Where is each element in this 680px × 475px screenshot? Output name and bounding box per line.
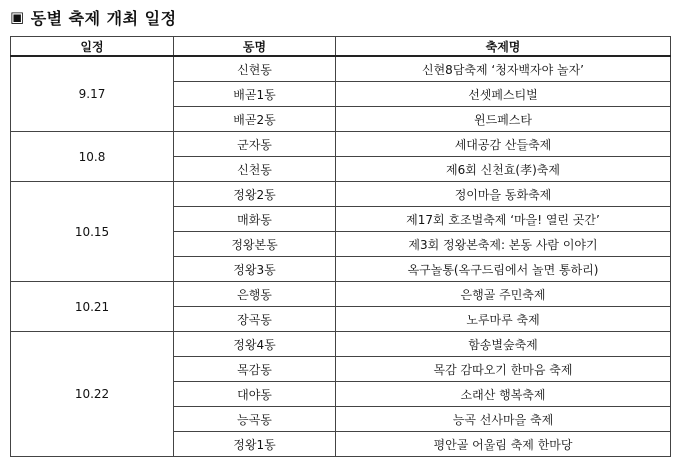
dong-cell: 군자동 — [174, 132, 336, 157]
date-cell: 10.21 — [11, 282, 174, 332]
header-dong: 동명 — [174, 37, 336, 57]
festival-schedule-table — [10, 36, 671, 457]
dong-cell: 정왕1동 — [174, 432, 336, 457]
festival-cell: 능곡 선사마을 축제 — [336, 407, 671, 432]
dong-cell: 신천동 — [174, 157, 336, 182]
square-bullet-icon: ▣ — [10, 7, 25, 26]
date-cell: 10.8 — [11, 132, 174, 182]
dong-cell: 장곡동 — [174, 307, 336, 332]
festival-cell: 윈드페스타 — [336, 107, 671, 132]
festival-cell: 소래산 행복축제 — [336, 382, 671, 407]
festival-cell: 옥구놀통(옥구드림에서 놀면 통하리) — [336, 257, 671, 282]
table-row — [11, 282, 671, 307]
festival-cell: 세대공감 산들축제 — [336, 132, 671, 157]
dong-cell: 대야동 — [174, 382, 336, 407]
table-row — [11, 182, 671, 207]
table-row — [11, 332, 671, 357]
page-title — [10, 4, 177, 30]
dong-cell: 은행동 — [174, 282, 336, 307]
festival-cell: 정이마을 동화축제 — [336, 182, 671, 207]
festival-cell: 평안골 어울림 축제 한마당 — [336, 432, 671, 457]
festival-cell: 은행골 주민축제 — [336, 282, 671, 307]
dong-cell: 능곡동 — [174, 407, 336, 432]
dong-cell: 신현동 — [174, 56, 336, 82]
page-title-text: 동별 축제 개최 일정 — [30, 8, 177, 28]
festival-cell: 목감 감따오기 한마음 축제 — [336, 357, 671, 382]
dong-cell: 매화동 — [174, 207, 336, 232]
dong-cell: 정왕4동 — [174, 332, 336, 357]
table-header — [11, 37, 671, 57]
header-festival: 축제명 — [336, 37, 671, 57]
date-cell: 10.22 — [11, 332, 174, 457]
festival-cell: 제17회 호조벌축제 ‘마을! 열린 곳간’ — [336, 207, 671, 232]
festival-cell: 함송별숲축제 — [336, 332, 671, 357]
festival-cell: 제3회 정왕본축제: 본동 사람 이야기 — [336, 232, 671, 257]
date-cell: 10.15 — [11, 182, 174, 282]
festival-cell: 노루마루 축제 — [336, 307, 671, 332]
dong-cell: 정왕3동 — [174, 257, 336, 282]
dong-cell: 배곧2동 — [174, 107, 336, 132]
dong-cell: 정왕2동 — [174, 182, 336, 207]
dong-cell: 목감동 — [174, 357, 336, 382]
header-date: 일정 — [11, 37, 174, 57]
table-row — [11, 56, 671, 82]
header-row — [11, 37, 671, 57]
festival-cell: 신현8담축제 ‘청자백자야 놀자’ — [336, 56, 671, 82]
dong-cell: 배곧1동 — [174, 82, 336, 107]
table-body — [11, 56, 671, 457]
dong-cell: 정왕본동 — [174, 232, 336, 257]
festival-cell: 제6회 신천효(孝)축제 — [336, 157, 671, 182]
festival-cell: 선셋페스티벌 — [336, 82, 671, 107]
date-cell: 9.17 — [11, 56, 174, 132]
table-row — [11, 132, 671, 157]
